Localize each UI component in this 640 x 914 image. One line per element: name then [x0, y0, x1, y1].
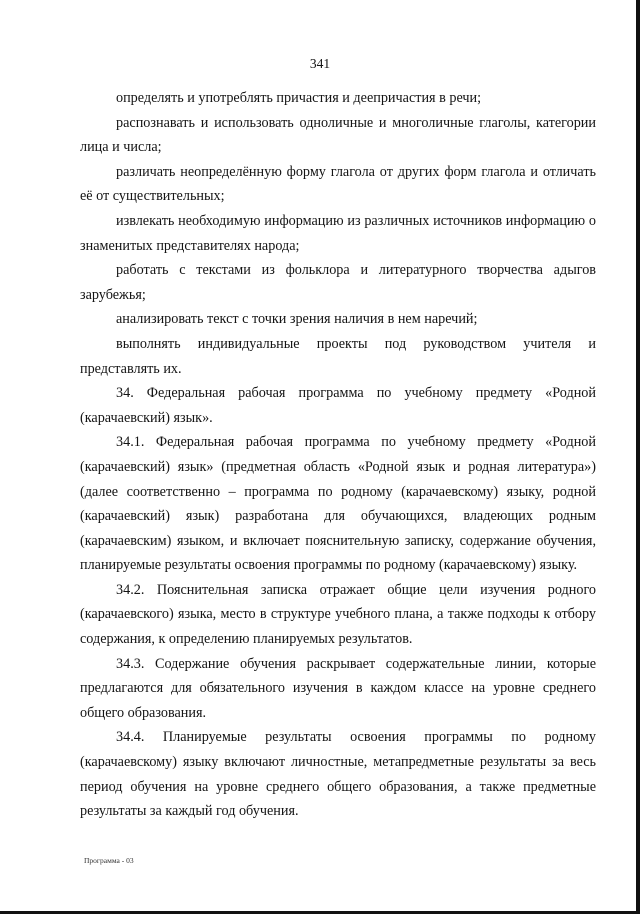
- paragraph: распознавать и использовать одноличные и многоличные глаголы, категории лица и числа;: [80, 114, 596, 156]
- paragraph: работать с текстами из фольклора и литературного творчества адыгов зарубежья;: [80, 262, 596, 303]
- paragraph: 34.4. Планируемые результаты освоения программы по родному (карачаевскому) языку включают личностные, метапредметные результаты за весь период обучения на уровне среднего общего образования, а также предметные результаты за каждый год обучения.: [80, 729, 596, 820]
- scan-edge-right: [636, 0, 640, 914]
- paragraph: определять и употреблять причастия и деепричастия в речи;: [116, 90, 482, 106]
- page-number: 341: [309, 56, 331, 71]
- paragraph: извлекать необходимую информацию из различных источников информацию о знаменитых представителях народа;: [80, 212, 596, 254]
- paragraph: 34.1. Федеральная рабочая программа по учебному предмету «Родной (карачаевский) язык» (предметная область «Родной язык и родная литература») (далее соответственно – программа по родному (карачаевскому) языку, родной (карачаевский) язык) разработана для обучающихся, владеющих родным (карачаевским) языком, и включает пояснительную записку, содержание обучения, планируемые результаты освоения программы по родному (карачаевскому) языку.: [80, 434, 596, 574]
- section-heading: 34. Федеральная рабочая программа по учебному предмету «Родной (карачаевский) язык».: [80, 385, 596, 426]
- paragraph: анализировать текст с точки зрения наличия в нем наречий;: [116, 311, 478, 328]
- paragraph: 34.2. Пояснительная записка отражает общие цели изучения родного (карачаевского) языка, место в структуре учебного плана, а также подходы к отбору содержания, к определению планируемых результатов.: [80, 581, 596, 648]
- paragraph: выполнять индивидуальные проекты под руководством учителя и представлять их.: [80, 335, 596, 377]
- footer-code: Программа - 03: [84, 856, 134, 865]
- document-body: [80, 86, 596, 824]
- paragraph: различать неопределённую форму глагола от других форм глагола и отличать её от существительных;: [80, 163, 596, 205]
- paragraph: 34.3. Содержание обучения раскрывает содержательные линии, которые предлагаются для обязательного изучения в каждом классе на уровне среднего общего образования.: [80, 655, 596, 721]
